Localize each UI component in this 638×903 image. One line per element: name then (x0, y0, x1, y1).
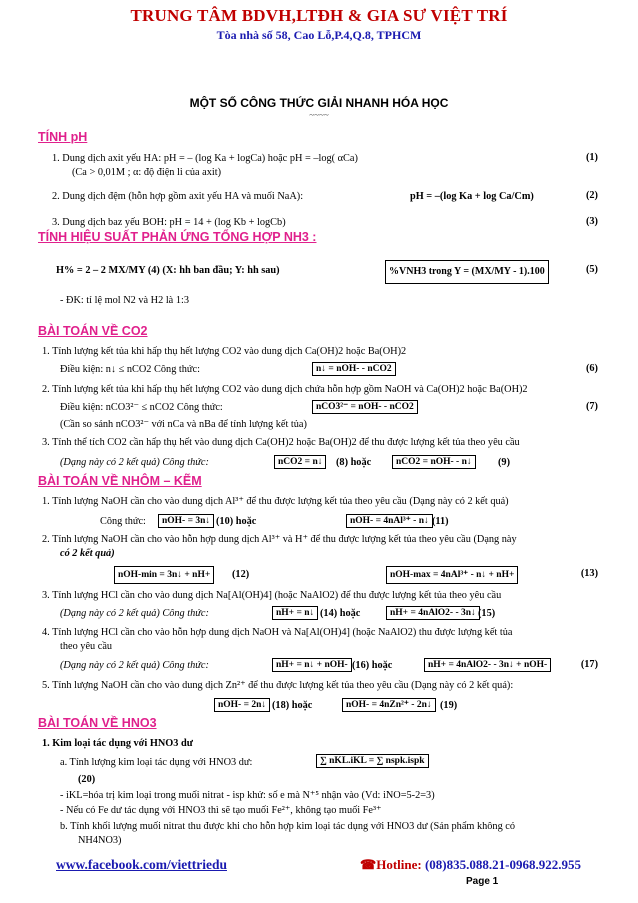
ph-num-1: (1) (585, 152, 598, 163)
nh3-formula-5-box: %VNH3 trong Y = (MX/MY - 1).100 (385, 260, 549, 284)
hno3-note-2: - Nếu có Fe dư tác dụng với HNO3 thì sẽ tạo muối Fe²⁺, không tạo muối Fe³⁺ (60, 805, 382, 816)
co2-num-9: (9) (498, 457, 511, 468)
al-formula-16: nH+ = n↓ + nOH- (272, 658, 352, 672)
footer-website-link[interactable]: www.facebook.com/viettriedu (56, 857, 227, 872)
co2-line-2c: (Cần so sánh nCO3²⁻ với nCa và nBa để tính lượng kết tủa) (60, 419, 307, 430)
al-formula-19: nOH- = 4nZn²⁺ - 2n↓ (342, 698, 436, 712)
hno3-formula-20: ∑ nKL.iKL = ∑ nspk.ispk (316, 754, 429, 768)
section-ph-heading: TÍNH pH (38, 130, 88, 144)
co2-line-1: 1. Tính lượng kết tủa khi hấp thụ hết lượng CO2 vào dung dịch Ca(OH)2 hoặc Ba(OH)2 (42, 346, 407, 357)
al-or-18: (18) hoặc (272, 700, 313, 711)
ph-line-3: 3. Dung dịch baz yếu BOH: pH = 14 + (log Kb + logCb) (52, 217, 286, 228)
al-formula-12: nOH-min = 3n↓ + nH+ (114, 566, 214, 584)
al-formula-14: nH+ = n↓ (272, 606, 318, 620)
co2-num-7: (7) (585, 401, 598, 412)
al-or-10: (10) hoặc (216, 516, 257, 527)
al-line-2: 2. Tính lượng NaOH cần cho vào hỗn hợp dung dịch Al³⁺ và H⁺ để thu được lượng kết tủa theo yêu cầu (Dạng này (42, 534, 517, 545)
al-line-4: 4. Tính lượng HCl cần cho vào hỗn hợp dung dịch NaOH và Na[Al(OH)4] (hoặc NaAlO2) thu được lượng kết tủa (42, 627, 513, 638)
page-title: MỘT SỐ CÔNG THỨC GIẢI NHANH HÓA HỌC (189, 96, 449, 110)
ph-num-2: (2) (585, 190, 598, 201)
hno3-note-1: - iKL=hóa trị kim loại trong muối nitrat - isp khử: số e mà N⁺⁵ nhận vào (Vd: iNO=5-2=3) (60, 790, 435, 801)
al-line-4c: (Dạng này có 2 kết quả) Công thức: (60, 660, 209, 671)
hno3-line-a: a. Tính lượng kim loại tác dụng với HNO3 dư: (60, 757, 253, 768)
al-formula-11: nOH- = 4nAl³⁺ - n↓ (346, 514, 433, 528)
ph-line-1b: (Ca > 0,01M ; α: độ điện li của axit) (72, 167, 222, 178)
nh3-formula-4: H% = 2 – 2 MX/MY (4) (X: hh ban đầu; Y: hh sau) (56, 265, 280, 276)
al-line-1b: Công thức: (100, 516, 146, 527)
co2-or-8: (8) hoặc (336, 457, 372, 468)
al-or-14: (14) hoặc (320, 608, 361, 619)
al-num-19: (19) (440, 700, 458, 711)
al-line-1: 1. Tính lượng NaOH cần cho vào dung dịch Al³⁺ để thu được lượng kết tủa theo yêu cầu (Dạng này có 2 kết quả) (42, 496, 509, 507)
hno3-line-1: 1. Kim loại tác dụng với HNO3 dư (42, 738, 193, 749)
ph-line-1: 1. Dung dịch axit yếu HA: pH = – (log Ka + logCa) hoặc pH = –log( αCa) (52, 153, 358, 164)
co2-line-2: 2. Tính lượng kết tủa khi hấp thụ hết lượng CO2 vào dung dịch chứa hỗn hợp gồm NaOH và Ca(OH)2 hoặc Ba(OH)2 (42, 384, 528, 395)
ph-formula-2: pH = –(log Ka + log Ca/Cm) (410, 191, 534, 202)
al-line-4b: theo yêu cầu (60, 641, 113, 652)
page-number: Page 1 (466, 876, 499, 887)
phone-icon: ☎ (360, 857, 377, 872)
footer-hotline (360, 857, 581, 873)
al-line-2b: có 2 kết quả) (60, 548, 115, 559)
al-num-12: (12) (232, 569, 250, 580)
al-line-3: 3. Tính lượng HCl cần cho vào dung dịch Na[Al(OH)4] (hoặc NaAlO2) để thu được lượng kết tủa theo yêu cầu (42, 590, 502, 601)
al-formula-17: nH+ = 4nAlO2- - 3n↓ + nOH- (424, 658, 551, 672)
ph-line-2: 2. Dung dịch đệm (hỗn hợp gồm axit yếu HA và muối NaA): (52, 191, 304, 202)
section-hno3-heading: BÀI TOÁN VỀ HNO3 (38, 716, 157, 730)
ph-num-3: (3) (585, 216, 598, 227)
co2-formula-9: nCO2 = nOH- - n↓ (392, 455, 476, 469)
header-org: TRUNG TÂM BDVH,LTĐH & GIA SƯ VIỆT TRÍ (130, 6, 508, 25)
co2-line-3b: (Dạng này có 2 kết quả) Công thức: (60, 457, 209, 468)
hno3-line-b: b. Tính khối lượng muối nitrat thu được khi cho hỗn hợp kim loại tác dụng với HNO3 dư (Sản phẩm không có (60, 821, 516, 832)
header-address: Tòa nhà số 58, Cao Lỗ,P.4,Q.8, TPHCM (216, 28, 422, 42)
nh3-num-5: (5) (585, 264, 598, 275)
co2-line-3: 3. Tính thể tích CO2 cần hấp thụ hết vào dung dịch Ca(OH)2 hoặc Ba(OH)2 để thu được lượng kết tủa theo yêu cầu (42, 437, 520, 448)
al-line-3b: (Dạng này có 2 kết quả) Công thức: (60, 608, 209, 619)
co2-num-6: (6) (585, 363, 598, 374)
al-formula-15: nH+ = 4nAlO2- - 3n↓ (386, 606, 480, 620)
title-decoration: ~~~~ (309, 110, 329, 120)
nh3-condition: - ĐK: tỉ lệ mol N2 và H2 là 1:3 (60, 295, 189, 306)
al-num-11: (11) (432, 516, 449, 527)
al-or-16: (16) hoặc (352, 660, 393, 671)
section-nhom-heading: BÀI TOÁN VỀ NHÔM – KẼM (38, 474, 202, 488)
al-formula-18: nOH- = 2n↓ (214, 698, 270, 712)
hno3-line-b2: NH4NO3) (78, 835, 122, 846)
co2-formula-7: nCO3²⁻ = nOH- - nCO2 (312, 400, 418, 414)
co2-formula-8: nCO2 = n↓ (274, 455, 326, 469)
hno3-num-20: (20) (78, 774, 96, 785)
section-nh3-heading: TÍNH HIỆU SUẤT PHẢN ỨNG TỔNG HỢP NH3 : (38, 230, 317, 244)
al-num-13: (13) (580, 568, 598, 579)
co2-formula-6: n↓ = nOH- - nCO2 (312, 362, 396, 376)
al-num-15: (15) (478, 608, 496, 619)
al-line-5: 5. Tính lượng NaOH cần cho vào dung dịch Zn²⁺ để thu được lượng kết tủa theo yêu cầu (Dạng này có 2 kết quả): (42, 680, 514, 691)
hotline-number: (08)835.088.21-0968.922.955 (424, 857, 581, 872)
al-num-17: (17) (580, 659, 598, 670)
section-co2-heading: BÀI TOÁN VỀ CO2 (38, 324, 148, 338)
hotline-label: Hotline: (376, 857, 422, 872)
al-formula-10: nOH- = 3n↓ (158, 514, 214, 528)
co2-line-2b: Điều kiện: nCO3²⁻ ≤ nCO2 Công thức: (60, 402, 223, 413)
al-formula-13: nOH-max = 4nAl³⁺ - n↓ + nH+ (386, 566, 518, 584)
co2-line-1b: Điều kiện: n↓ ≤ nCO2 Công thức: (60, 364, 200, 375)
